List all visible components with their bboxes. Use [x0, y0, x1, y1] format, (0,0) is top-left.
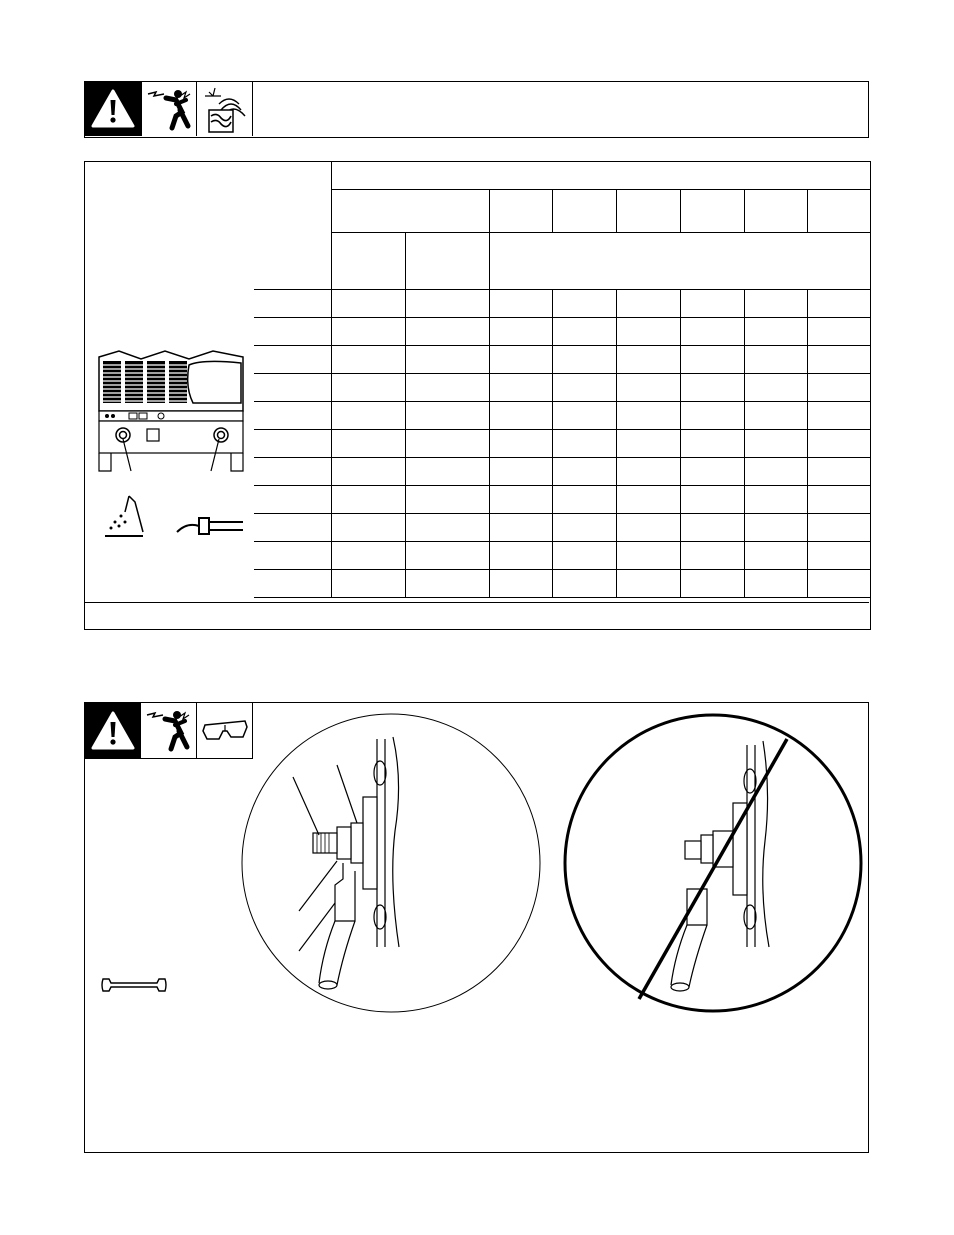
table-row — [254, 290, 870, 318]
electric-shock-icon — [141, 703, 197, 759]
table-header-cell — [807, 190, 870, 233]
table-header-cell — [331, 190, 489, 233]
table-header-cell — [254, 162, 331, 290]
weld-cable-size-section — [84, 161, 871, 630]
warning-triangle-icon — [85, 703, 141, 759]
warning-strip-top — [84, 81, 869, 138]
wrench-icon — [99, 975, 169, 995]
table-header-cell — [331, 233, 405, 290]
incorrect-connection-diagram — [561, 711, 865, 1015]
weld-output-connection-section — [84, 702, 869, 1153]
table-row — [254, 458, 870, 486]
table-header-cell — [331, 162, 870, 190]
table-header-cell — [552, 190, 616, 233]
table-header-cell — [616, 190, 680, 233]
table-header-cell — [680, 190, 744, 233]
table-header-cell — [405, 233, 489, 290]
correct-connection-diagram — [239, 711, 543, 1015]
table-footnote — [85, 602, 869, 603]
table-row — [254, 542, 870, 570]
warning-triangle-icon — [85, 82, 141, 136]
table-body — [254, 290, 870, 598]
table-header-row — [254, 162, 870, 190]
table-row — [254, 430, 870, 458]
table-header-cell — [489, 233, 870, 290]
table-header-cell — [744, 190, 807, 233]
table-row — [254, 402, 870, 430]
emf-pacemaker-icon — [197, 82, 253, 136]
table-header-cell — [489, 190, 552, 233]
table-header-row — [254, 233, 870, 290]
table-row — [254, 570, 870, 598]
table-row — [254, 374, 870, 402]
table-header-row — [254, 190, 870, 233]
electrode-holder-icon — [99, 492, 159, 542]
table-row — [254, 318, 870, 346]
table-row — [254, 514, 870, 542]
weld-cable-size-table — [254, 162, 871, 598]
electric-shock-icon — [141, 82, 197, 136]
welding-generator-illustration — [93, 347, 253, 477]
work-clamp-icon — [175, 512, 245, 542]
table-row — [254, 346, 870, 374]
table-row — [254, 486, 870, 514]
